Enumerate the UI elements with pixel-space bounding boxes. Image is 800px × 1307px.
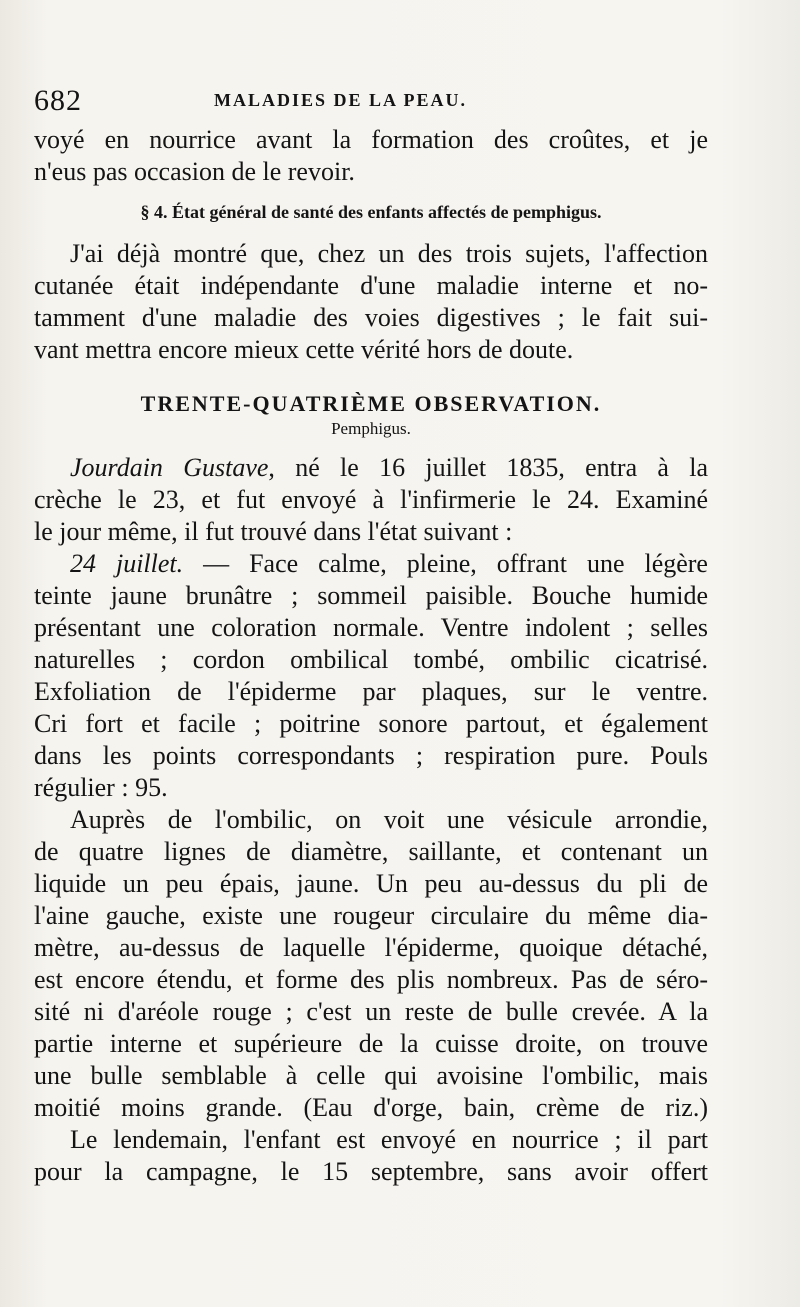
text-line: pour la campagne, le 15 septembre, sans avoir offert <box>34 1157 708 1186</box>
text-line: partie interne et supérieure de la cuisse droite, on trouve <box>34 1029 708 1058</box>
text-line: naturelles ; cordon ombilical tombé, ombilic cicatrisé. <box>34 645 708 674</box>
text-line: mètre, au-dessus de laquelle l'épiderme, quoique détaché, <box>34 933 708 962</box>
text-line: Auprès de l'ombilic, on voit une vésicule arrondie, <box>70 805 708 834</box>
page-body <box>34 124 708 1188</box>
text-line: de quatre lignes de diamètre, saillante, et contenant un <box>34 837 708 866</box>
text-line: n'eus pas occasion de le revoir. <box>34 157 355 186</box>
patient-name: Jourdain Gustave <box>70 453 269 482</box>
text-line: l'aine gauche, existe une rougeur circulaire du même dia- <box>34 901 708 930</box>
section-heading: § 4. État général de santé des enfants affectés de pemphigus. <box>140 202 602 222</box>
text-line: Cri fort et facile ; poitrine sonore partout, et également <box>34 709 708 738</box>
text-line: dans les points correspondants ; respiration pure. Pouls <box>34 741 708 770</box>
text-line: présentant une coloration normale. Ventre indolent ; selles <box>34 613 708 642</box>
text-line: voyé en nourrice avant la formation des croûtes, et je <box>34 125 708 154</box>
text-line <box>34 452 708 484</box>
text-line: liquide un peu épais, jaune. Un peu au-dessus du pli de <box>34 869 708 898</box>
page-number: 682 <box>34 84 82 117</box>
text-line: régulier : 95. <box>34 773 168 802</box>
text-line: Le lendemain, l'enfant est envoyé en nourrice ; il part <box>70 1125 708 1154</box>
text-fragment: — Face calme, pleine, offrant une légère <box>183 549 708 578</box>
text-line: Exfoliation de l'épiderme par plaques, sur le ventre. <box>34 677 708 706</box>
observation-subtitle: Pemphigus. <box>331 419 411 438</box>
text-line: le jour même, il fut trouvé dans l'état suivant : <box>34 517 513 546</box>
text-line: une bulle semblable à celle qui avoisine l'ombilic, mais <box>34 1061 708 1090</box>
running-head: MALADIES DE LA PEAU. <box>214 90 468 110</box>
text-line: crèche le 23, et fut envoyé à l'infirmerie le 24. Examiné <box>34 485 708 514</box>
text-line: cutanée était indépendante d'une maladie interne et no- <box>34 271 708 300</box>
text-line: tamment d'une maladie des voies digestives ; le fait sui- <box>34 303 708 332</box>
text-line: teinte jaune brunâtre ; sommeil paisible. Bouche humide <box>34 581 708 610</box>
observation-title: TRENTE-QUATRIÈME OBSERVATION. <box>140 391 602 416</box>
text-line: vant mettra encore mieux cette vérité hors de doute. <box>34 335 574 364</box>
text-line: J'ai déjà montré que, chez un des trois sujets, l'affection <box>70 239 708 268</box>
text-fragment: , né le 16 juillet 1835, entra à la <box>268 453 708 482</box>
entry-date: 24 juillet. <box>70 549 184 578</box>
text-line: moitié moins grande. (Eau d'orge, bain, crème de riz.) <box>34 1093 708 1122</box>
text-line: est encore étendu, et forme des plis nombreux. Pas de séro- <box>34 965 708 994</box>
text-line <box>34 548 708 580</box>
page-header <box>34 84 714 124</box>
text-line: sité ni d'aréole rouge ; c'est un reste de bulle crevée. A la <box>34 997 708 1026</box>
